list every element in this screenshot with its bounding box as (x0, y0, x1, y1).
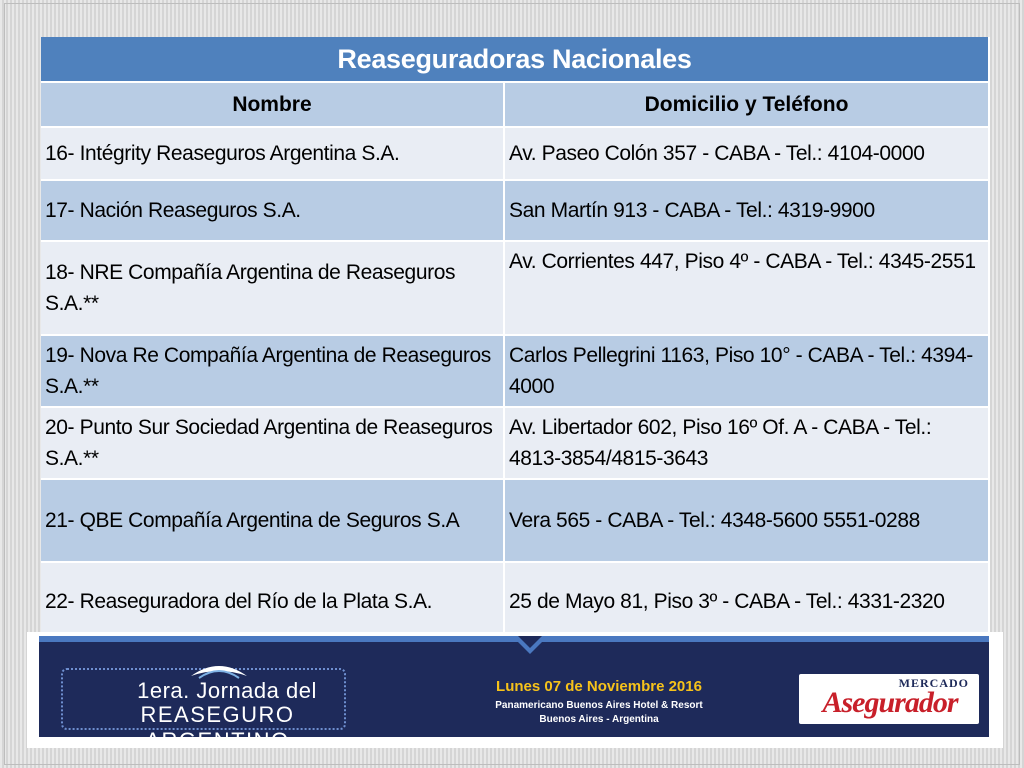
row-name: 17- Nación Reaseguros S.A. (41, 180, 504, 241)
row-address: Av. Paseo Colón 357 - CABA - Tel.: 4104-0000 (504, 127, 989, 180)
row-address: Carlos Pellegrini 1163, Piso 10° - CABA - Tel.: 4394-4000 (504, 335, 989, 407)
event-venue: Panamericano Buenos Aires Hotel & Resort (495, 700, 703, 711)
event-banner (39, 636, 989, 753)
table-row (41, 180, 989, 241)
table-row (41, 562, 989, 640)
row-name: 21- QBE Compañía Argentina de Seguros S.A (41, 479, 504, 562)
brand-top-text: MERCADO (898, 676, 969, 690)
table-title: Reaseguradoras Nacionales (41, 37, 989, 82)
column-header-domicilio: Domicilio y Teléfono (504, 82, 989, 127)
event-line1: 1era. Jornada del (137, 678, 317, 703)
table-row (41, 127, 989, 180)
row-address: San Martín 913 - CABA - Tel.: 4319-9900 (504, 180, 989, 241)
banner-notch-inner (518, 636, 542, 648)
column-header-nombre: Nombre (41, 82, 504, 127)
row-address: Vera 565 - CABA - Tel.: 4348-5600 5551-0288 (504, 479, 989, 562)
table-row (41, 241, 989, 335)
mercado-asegurador-logo (799, 674, 979, 724)
event-date: Lunes 07 de Noviembre 2016 (496, 678, 702, 695)
event-line2: REASEGURO ARGENTINO (140, 702, 295, 753)
row-name: 20- Punto Sur Sociedad Argentina de Reaseguros S.A.** (41, 407, 504, 479)
reaseguradoras-table (41, 37, 989, 622)
footer-banner-area (27, 632, 1003, 753)
brand-main-text: Asegurador (822, 686, 958, 719)
event-logo-icon (189, 660, 249, 680)
row-name: 16- Intégrity Reaseguros Argentina S.A. (41, 127, 504, 180)
row-name: 18- NRE Compañía Argentina de Reaseguros S.A.** (41, 241, 504, 335)
table-row (41, 479, 989, 562)
row-address: Av. Libertador 602, Piso 16º Of. A - CABA - Tel.: 4813-3854/4815-3643 (504, 407, 989, 479)
table-row (41, 407, 989, 479)
table-row (41, 335, 989, 407)
event-city: Buenos Aires - Argentina (539, 714, 659, 725)
row-name: 19- Nova Re Compañía Argentina de Reaseguros S.A.** (41, 335, 504, 407)
row-address: 25 de Mayo 81, Piso 3º - CABA - Tel.: 4331-2320 (504, 562, 989, 640)
row-name: 22- Reaseguradora del Río de la Plata S.A. (41, 562, 504, 640)
row-address: Av. Corrientes 447, Piso 4º - CABA - Tel.: 4345-2551 (504, 241, 989, 335)
